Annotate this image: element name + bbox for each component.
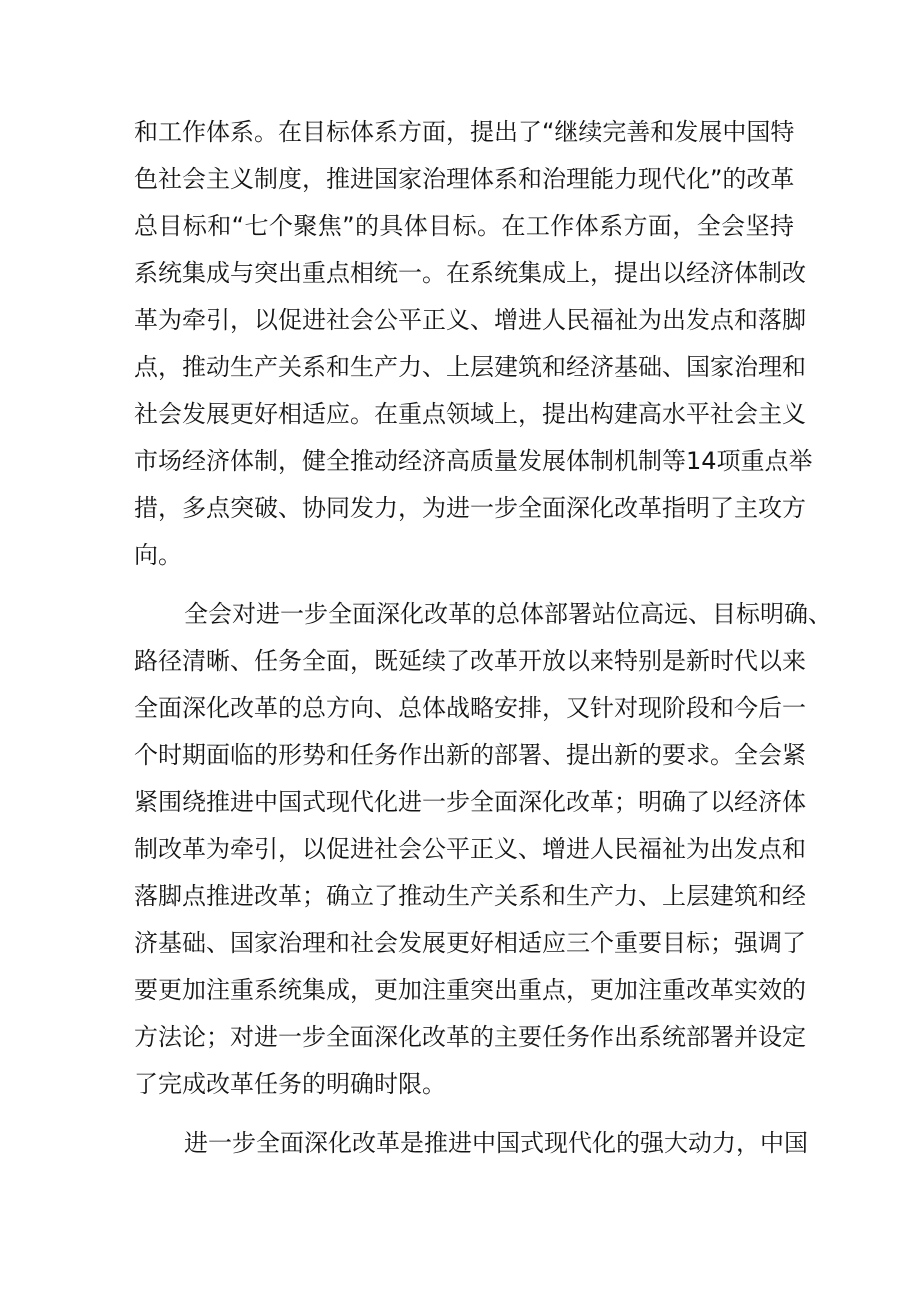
text-line: 全面深化改革的总方向、总体战略安排，又针对现阶段和今后一 (134, 694, 806, 722)
text-line: 色社会主义制度，推进国家治理体系和治理能力现代化”的改革 (134, 165, 795, 193)
text-line: 要更加注重系统集成，更加注重突出重点，更加注重改革实效的 (134, 976, 806, 1004)
text-line: 和工作体系。在目标体系方面，提出了“继续完善和发展中国特 (134, 118, 795, 146)
text-line: 紧围绕推进中国式现代化进一步全面深化改革；明确了以经济体 (134, 788, 806, 816)
text-line: 市场经济体制，健全推动经济高质量发展体制机制等14项重点举 (134, 447, 813, 475)
paragraph-first-line: 进一步全面深化改革是推进中国式现代化的强大动力，中国 (184, 1129, 808, 1157)
text-line: 制改革为牵引，以促进社会公平正义、增进人民福祉为出发点和 (134, 835, 806, 863)
text-line: 路径清晰、任务全面，既延续了改革开放以来特别是新时代以来 (134, 647, 806, 675)
text-line: 革为牵引，以促进社会公平正义、增进人民福祉为出发点和落脚 (134, 306, 806, 334)
text-line: 措，多点突破、协同发力，为进一步全面深化改革指明了主攻方 (134, 494, 806, 522)
text-line: 个时期面临的形势和任务作出新的部署、提出新的要求。全会紧 (134, 741, 806, 769)
text-line: 了完成改革任务的明确时限。 (134, 1070, 446, 1098)
text-line: 总目标和“七个聚焦”的具体目标。在工作体系方面，全会坚持 (134, 212, 794, 240)
text-line: 社会发展更好相适应。在重点领域上，提出构建高水平社会主义 (134, 400, 806, 428)
text-line: 系统集成与突出重点相统一。在系统集成上，提出以经济体制改 (134, 259, 806, 287)
text-line: 向。 (134, 541, 182, 569)
text-line: 点，推动生产关系和生产力、上层建筑和经济基础、国家治理和 (134, 353, 806, 381)
text-line: 方法论；对进一步全面深化改革的主要任务作出系统部署并设定 (134, 1023, 806, 1051)
text-line: 济基础、国家治理和社会发展更好相适应三个重要目标；强调了 (134, 929, 806, 957)
text-line: 落脚点推进改革；确立了推动生产关系和生产力、上层建筑和经 (134, 882, 806, 910)
paragraph-first-line: 全会对进一步全面深化改革的总体部署站位高远、目标明确、 (184, 600, 832, 628)
